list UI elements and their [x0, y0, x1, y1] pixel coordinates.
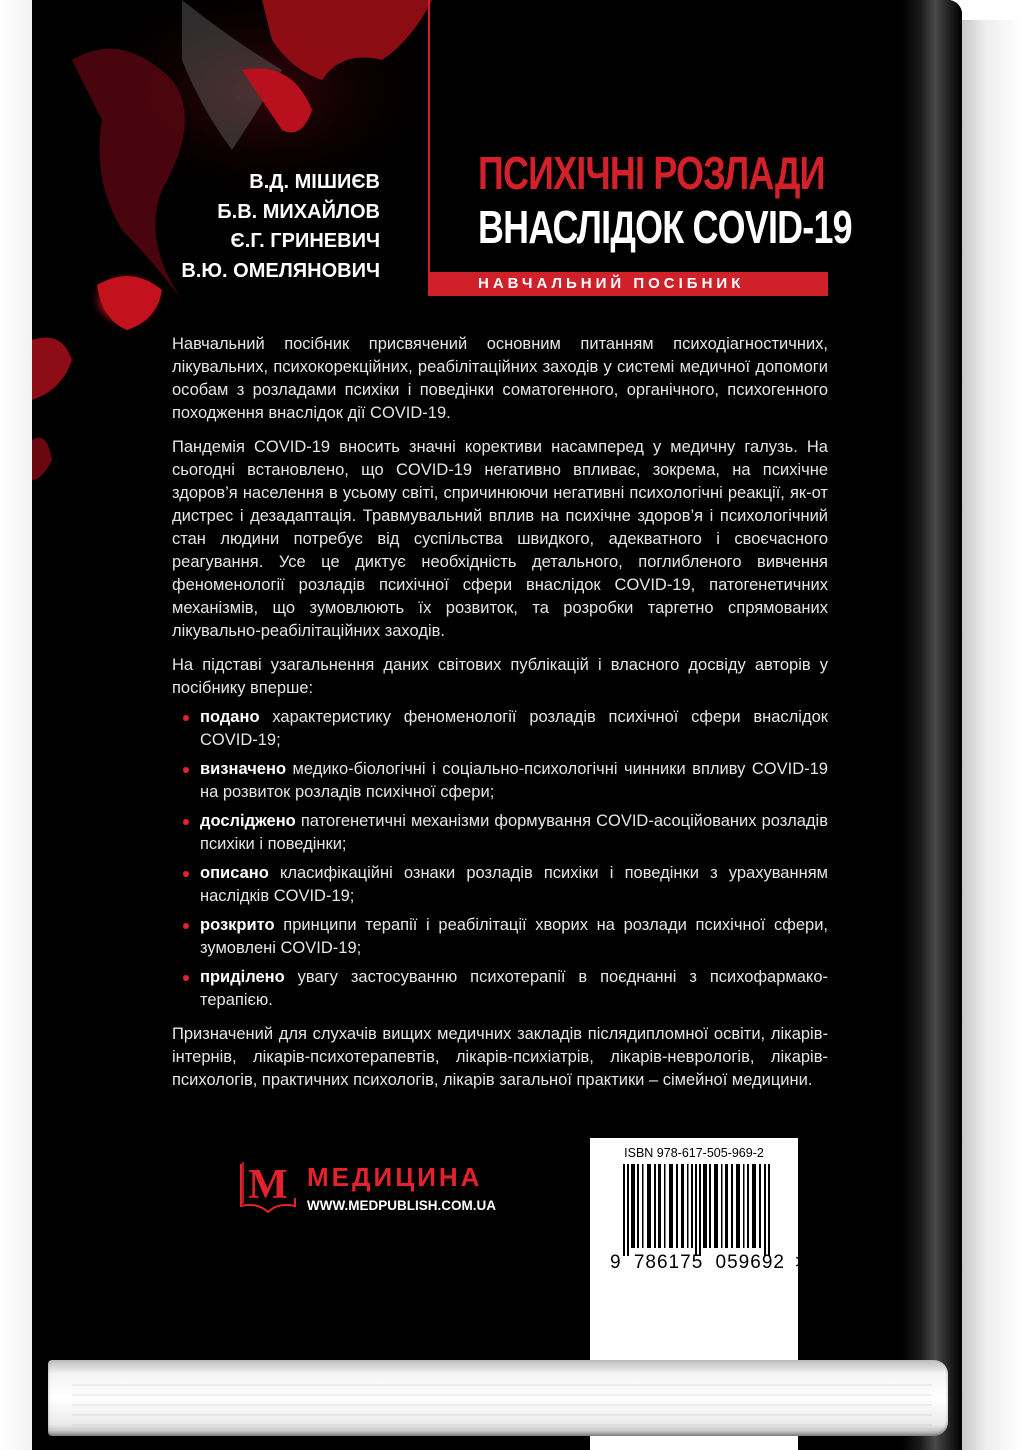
publisher-name: МЕДИЦИНА	[307, 1162, 483, 1192]
barcode-icon	[623, 1164, 773, 1256]
list-item	[172, 810, 828, 856]
bullet-text: медико-біологічні і соціально-психологічні чинники впливу COVID-19 на розвиток розладів психічної сфери;	[200, 760, 828, 801]
description-paragraph: На підставі узагальнення даних світових публікацій і власного досвіду авторів у посібнику вперше:	[172, 656, 828, 697]
page-shadow-left	[0, 0, 34, 1450]
publisher-logo	[237, 1158, 517, 1218]
subtitle-bar: НАВЧАЛЬНИЙ ПОСІБНИК	[428, 272, 828, 296]
title-line-2: ВНАСЛІДОК COVID-19	[478, 201, 852, 253]
bullet-keyword: описано	[200, 864, 269, 882]
barcode-digits-left: 786175	[633, 1252, 704, 1273]
barcode-digits	[610, 1252, 808, 1274]
barcode-digit-prefix: 9	[610, 1252, 622, 1273]
bullet-keyword: приділено	[200, 968, 285, 986]
title-line-1: ПСИХІЧНІ РОЗЛАДИ	[478, 147, 825, 199]
publisher-book-m-icon	[237, 1158, 299, 1218]
bullet-text: класифікаційні ознаки розладів психіки і поведінки з урахуванням наслідків COVID-19;	[200, 864, 828, 905]
isbn-label: ISBN 978-617-505-969-2	[624, 1146, 764, 1160]
bullet-text: увагу застосуванню психотерапії в поєднанні з психофармако-терапією.	[200, 968, 828, 1009]
bullet-text: патогенетичні механізми формування COVID-асоційованих розладів психіки і поведінки;	[200, 812, 828, 853]
bullet-icon	[183, 871, 189, 877]
bullet-icon	[183, 975, 189, 981]
publisher-url: WWW.MEDPUBLISH.COM.UA	[307, 1198, 496, 1213]
book-shadow-right	[962, 20, 1022, 1450]
bullet-keyword: визначено	[200, 760, 287, 778]
barcode-end-mark: >	[795, 1252, 808, 1273]
svg-text:M: M	[248, 1162, 288, 1208]
authors-list	[181, 168, 380, 286]
list-item	[172, 862, 828, 908]
author-name: В.Ю. ОМЕЛЯНОВИЧ	[181, 259, 380, 282]
book-back-cover	[32, 0, 962, 1450]
author-name: Є.Г. ГРИНЕВИЧ	[230, 230, 380, 252]
bullet-icon	[183, 715, 189, 721]
bullet-icon	[183, 819, 189, 825]
description-paragraph: Навчальний посібник присвячений основним питанням психодіагностичних, лікувальних, психокорекційних, реабілітаційних заходів у системі медичної допомоги особам з розладами психіки і поведінки соматогенного, органічного, психогенного походження внаслідок дії COVID-19.	[172, 335, 828, 422]
list-item	[172, 966, 828, 1012]
list-item	[172, 706, 828, 752]
features-list	[172, 706, 828, 1012]
bullet-text: характеристику феноменології розладів психічної сфери внаслідок COVID-19;	[200, 708, 828, 749]
spine-edge	[902, 0, 962, 1450]
author-name: Б.В. МИХАЙЛОВ	[217, 200, 380, 223]
description-paragraph: Пандемія COVID-19 вносить значні корективи насамперед у медичну галузь. На сьогодні встановлено, що COVID-19 негативно впливає, зокрема, на психічне здоров’я населення в усьому світі, спричинюючи негативні психологічні реакції, як-от дистрес і дезадаптація. Травмувальний вплив на психічне здоров’я і психологічний стан людини потребує від суспільства швидкого, адекватного і своєчасного реагування. Усе це диктує необхідність детального, поглибленого вивчення феноменології розладів психічної сфери внаслідок COVID-19, патогенетичних механізмів, що зумовлюють їх розвиток, та розробки таргетно спрямованих лікувально-реабілітаційних заходів.	[172, 438, 828, 640]
bullet-icon	[183, 923, 189, 929]
bullet-text: принципи терапії і реабілітації хворих на розлади психічної сфери, зумовлені COVID-19;	[200, 916, 828, 957]
list-item	[172, 914, 828, 960]
bullet-keyword: досліджено	[200, 812, 296, 830]
description-paragraph: Призначений для слухачів вищих медичних закладів післядипломної освіти, лікарів-інтернів, лікарів-психотерапевтів, лікарів-психіатрів, лікарів-неврологів, лікарів-психологів, практичних психологів, лікарів загальної практики – сімейної медицини.	[172, 1025, 828, 1089]
author-name: В.Д. МІШИЄВ	[249, 171, 380, 193]
barcode-digits-right: 059692	[715, 1252, 785, 1273]
list-item	[172, 758, 828, 804]
page-lines-texture	[72, 1376, 932, 1426]
bullet-keyword: розкрито	[200, 916, 275, 934]
bullet-keyword: подано	[200, 708, 260, 726]
bullet-icon	[183, 767, 189, 773]
description-text	[172, 333, 828, 1103]
